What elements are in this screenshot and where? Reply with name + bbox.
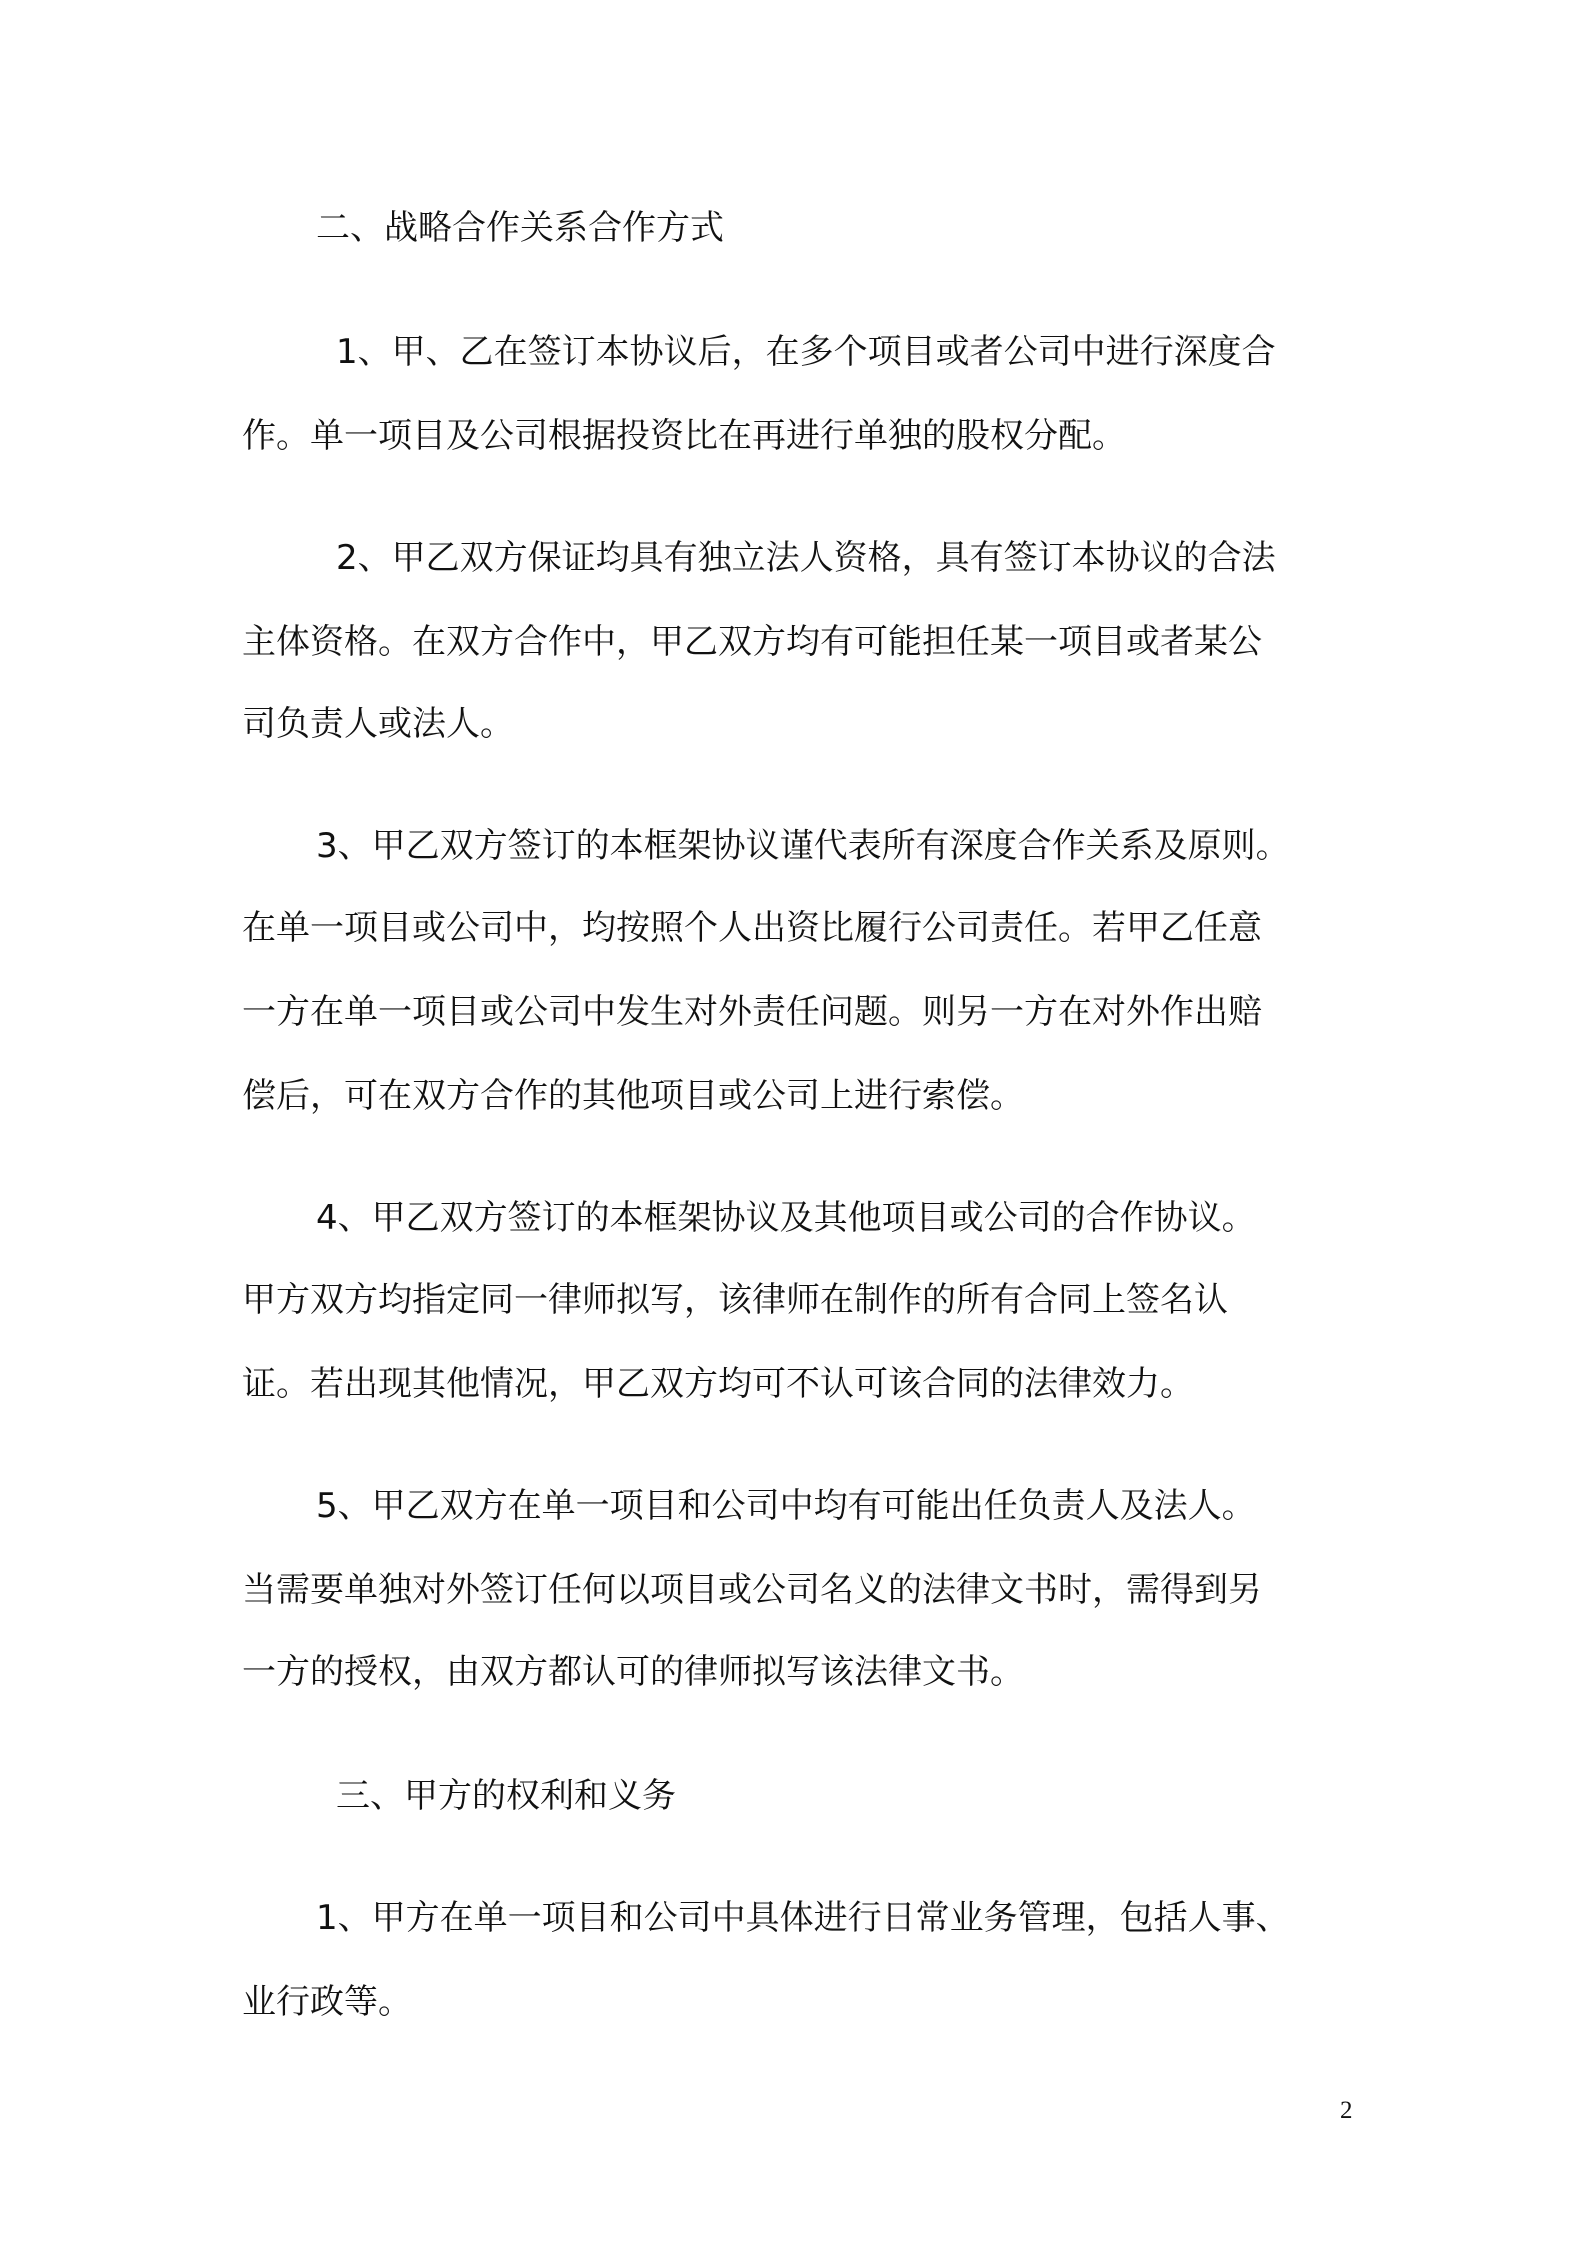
section-heading-strategic-cooperation: 二、战略合作关系合作方式 (316, 208, 724, 248)
clause-5-line-3: 一方的授权，由双方都认可的律师拟写该法律文书。 (242, 1652, 1024, 1692)
clause-5-line-1: 5、甲乙双方在单一项目和公司中均有可能出任负责人及法人。 (316, 1486, 1256, 1526)
clause-4-line-1: 4、甲乙双方签订的本框架协议及其他项目或公司的合作协议。 (316, 1198, 1256, 1238)
clause-1-line-2: 作。单一项目及公司根据投资比在再进行单独的股权分配。 (242, 416, 1126, 456)
clause-2-line-2: 主体资格。在双方合作中，甲乙双方均有可能担任某一项目或者某公 (242, 622, 1262, 662)
clause-3-line-3: 一方在单一项目或公司中发生对外责任问题。则另一方在对外作出赔 (242, 992, 1262, 1032)
clause-1-line-1: 1、甲、乙在签订本协议后，在多个项目或者公司中进行深度合 (336, 332, 1276, 372)
clause-3-line-2: 在单一项目或公司中，均按照个人出资比履行公司责任。若甲乙任意 (242, 908, 1262, 948)
clause-3-line-1: 3、甲乙双方签订的本框架协议谨代表所有深度合作关系及原则。 (316, 826, 1290, 866)
party-a-clause-1-line-2: 业行政等。 (242, 1982, 412, 2022)
section-heading-party-a-rights: 三、甲方的权利和义务 (336, 1776, 676, 1816)
clause-4-line-2: 甲方双方均指定同一律师拟写，该律师在制作的所有合同上签名认 (242, 1280, 1228, 1320)
clause-4-line-3: 证。若出现其他情况，甲乙双方均可不认可该合同的法律效力。 (242, 1364, 1194, 1404)
page-number: 2 (1340, 2097, 1353, 2124)
clause-2-line-1: 2、甲乙双方保证均具有独立法人资格，具有签订本协议的合法 (336, 538, 1276, 578)
party-a-clause-1-line-1: 1、甲方在单一项目和公司中具体进行日常业务管理，包括人事、 (316, 1898, 1290, 1938)
clause-2-line-3: 司负责人或法人。 (242, 704, 514, 744)
clause-5-line-2: 当需要单独对外签订任何以项目或公司名义的法律文书时，需得到另 (242, 1570, 1262, 1610)
clause-3-line-4: 偿后，可在双方合作的其他项目或公司上进行索偿。 (242, 1076, 1024, 1116)
